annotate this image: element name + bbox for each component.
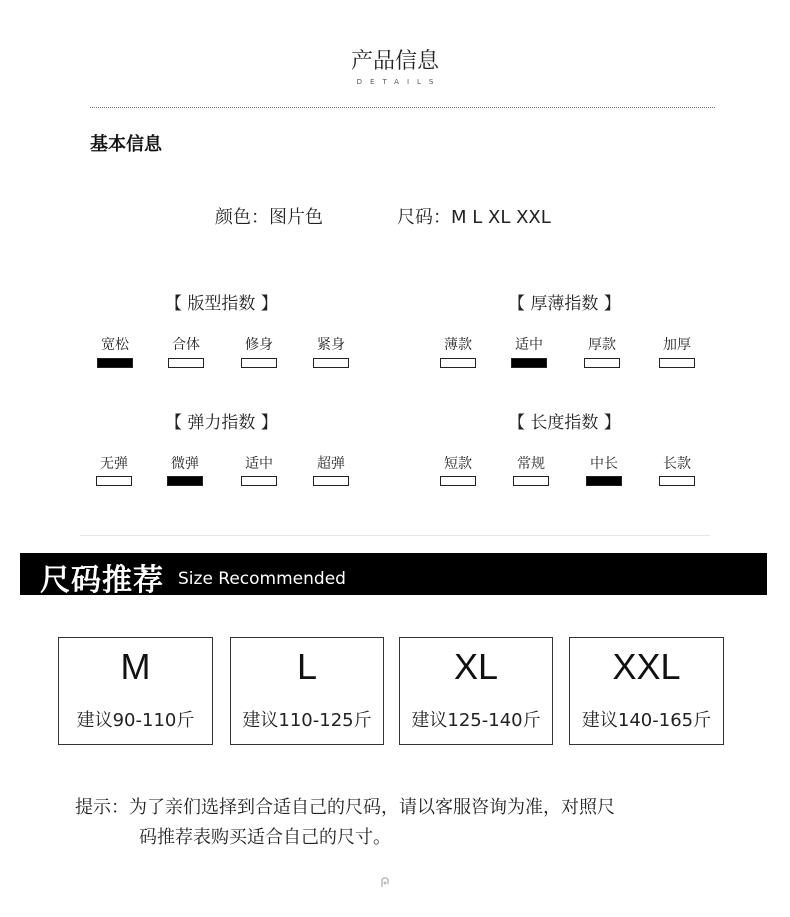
index-option-label: 紧身 [317, 337, 345, 353]
index-selected-indicator [511, 358, 547, 368]
index-option-label: 修身 [245, 337, 273, 353]
size-card-l [230, 637, 384, 745]
index-option-label: 合体 [172, 337, 200, 353]
index-indicator [168, 358, 204, 368]
index-option-label: 常规 [517, 456, 545, 472]
index-selected-indicator [586, 476, 622, 486]
index-title-fit: 【 版型指数 】 [165, 294, 278, 314]
page-subtitle: DETAILS [356, 78, 442, 86]
index-indicator [440, 358, 476, 368]
tip-line-1: 提示：为了亲们选择到合适自己的尺码，请以客服咨询为准，对照尺 [75, 797, 615, 818]
size-card-xxl [569, 637, 724, 745]
index-indicator [659, 476, 695, 486]
index-indicator [313, 476, 349, 486]
size-name: L [296, 646, 318, 687]
index-option-label: 微弹 [171, 456, 199, 472]
banner-title-en: Size Recommended [178, 569, 346, 589]
size-recommend: 建议125-140斤 [411, 710, 541, 731]
watermark-icon [380, 877, 390, 888]
light-divider [80, 535, 710, 536]
index-option-label: 无弹 [100, 456, 128, 472]
index-indicator [440, 476, 476, 486]
index-indicator [513, 476, 549, 486]
size-recommend: 建议90-110斤 [76, 710, 195, 731]
size-recommend: 建议140-165斤 [581, 710, 712, 731]
index-option-label: 加厚 [663, 337, 691, 353]
size-name: XL [453, 646, 499, 687]
index-indicator [584, 358, 620, 368]
index-option-label: 中长 [590, 456, 618, 472]
index-option-label: 长款 [663, 456, 691, 472]
dotted-divider [90, 107, 715, 108]
index-indicator [313, 358, 349, 368]
index-title-length: 【 长度指数 】 [508, 413, 621, 433]
banner-title-cn: 尺码推荐 [40, 563, 164, 598]
size-card-xl [399, 637, 553, 745]
index-indicator [96, 476, 132, 486]
index-option-label: 厚款 [588, 337, 616, 353]
color-info: 颜色：图片色 [215, 207, 323, 228]
index-option-label: 适中 [245, 456, 273, 472]
size-recommend-banner [20, 553, 767, 598]
index-title-elasticity: 【 弹力指数 】 [165, 413, 278, 433]
size-info: 尺码：M L XL XXL [397, 207, 551, 228]
index-option-label: 宽松 [101, 337, 129, 353]
index-option-label: 适中 [515, 337, 543, 353]
index-option-label: 超弹 [317, 456, 345, 472]
index-option-label: 薄款 [444, 337, 472, 353]
basic-info-heading: 基本信息 [90, 134, 162, 155]
index-option-label: 短款 [444, 456, 472, 472]
index-indicator [241, 476, 277, 486]
index-selected-indicator [97, 358, 133, 368]
size-name: XXL [612, 646, 681, 687]
tip-line-2: 码推荐表购买适合自己的尺寸。 [139, 827, 391, 848]
size-recommend: 建议110-125斤 [242, 710, 372, 731]
page-title: 产品信息 [350, 49, 439, 74]
size-card-m [58, 637, 213, 745]
index-selected-indicator [167, 476, 203, 486]
size-name: M [120, 646, 151, 687]
index-title-thickness: 【 厚薄指数 】 [508, 294, 621, 314]
index-indicator [241, 358, 277, 368]
index-indicator [659, 358, 695, 368]
